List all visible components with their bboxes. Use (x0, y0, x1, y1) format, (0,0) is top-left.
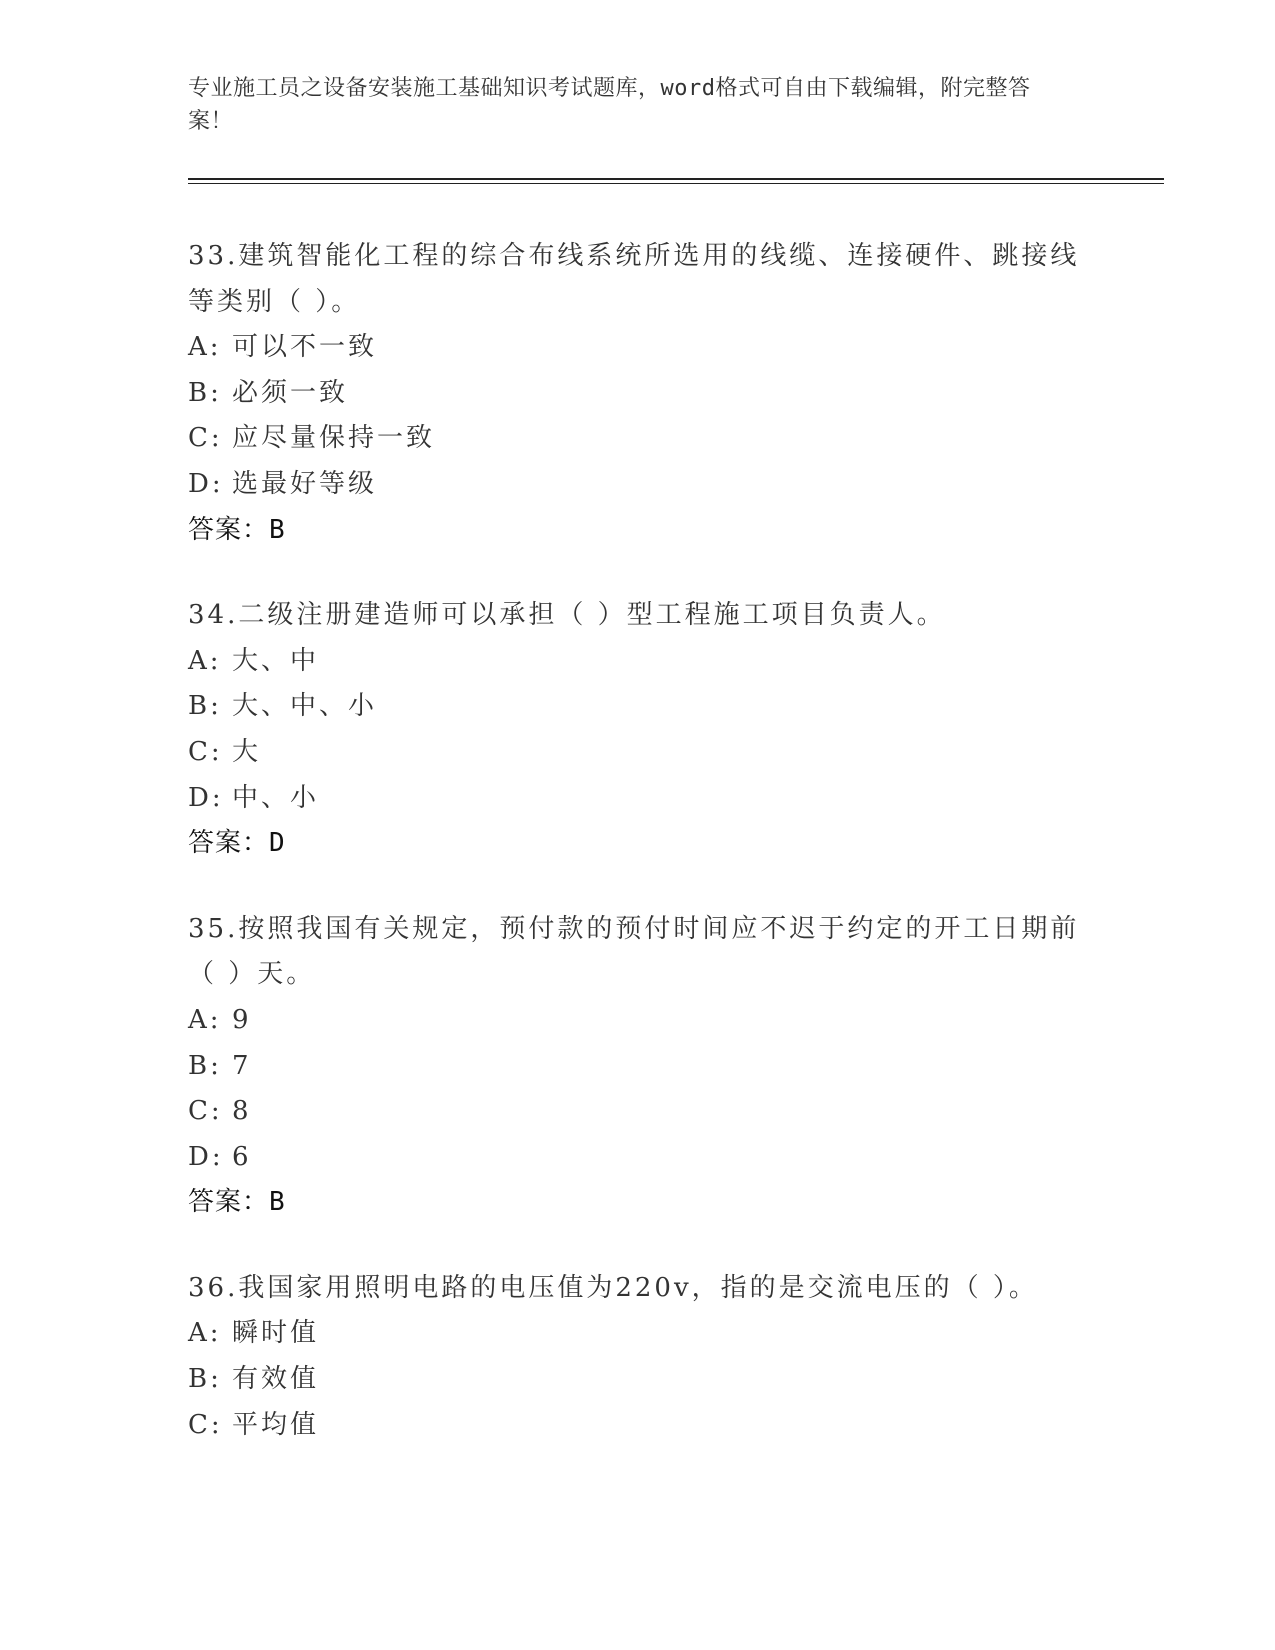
option-text: 6 (232, 1141, 252, 1172)
option-b (188, 684, 1088, 730)
option-text: 大、中 (232, 645, 320, 676)
option-letter: D: (188, 468, 224, 499)
option-text: 7 (232, 1050, 252, 1081)
option-letter: A: (188, 645, 222, 676)
option-text: 中、小 (232, 782, 320, 813)
option-text: 大、中、小 (232, 691, 378, 722)
option-letter: B: (188, 1050, 222, 1081)
answer-line: 答案：D (188, 828, 286, 859)
option-c (188, 1403, 1088, 1449)
option-text: 选最好等级 (232, 468, 378, 499)
question-text: 33.建筑智能化工程的综合布线系统所选用的线缆、连接硬件、跳接线等类别（ ）。 (188, 241, 1080, 317)
option-a (188, 639, 1088, 685)
option-letter: A: (188, 332, 222, 363)
header-divider (188, 178, 1164, 187)
option-letter: D: (188, 1141, 224, 1172)
option-letter: A: (188, 1318, 222, 1349)
option-text: 9 (232, 1004, 252, 1035)
answer-line: 答案：B (188, 514, 286, 545)
divider-line-bottom (188, 183, 1164, 185)
option-text: 大 (232, 736, 262, 767)
option-letter: C: (188, 1409, 223, 1440)
option-text: 有效值 (232, 1364, 320, 1395)
option-c (188, 730, 1088, 776)
answer-line: 答案：B (188, 1187, 286, 1218)
question-text: 34.二级注册建造师可以承担（ ）型工程施工项目负责人。 (188, 600, 946, 631)
option-text: 应尽量保持一致 (232, 423, 436, 454)
option-text: 瞬时值 (232, 1318, 320, 1349)
document-header: 专业施工员之设备安装施工基础知识考试题库，word格式可自由下载编辑，附完整答案！ (188, 76, 1031, 134)
option-b (188, 1044, 1088, 1090)
option-letter: C: (188, 423, 223, 454)
option-text: 必须一致 (232, 377, 349, 408)
option-letter: D: (188, 782, 224, 813)
option-letter: B: (188, 377, 222, 408)
option-letter: C: (188, 736, 223, 767)
question-list (188, 234, 1088, 1488)
option-c (188, 1089, 1088, 1135)
divider-line-top (188, 178, 1164, 180)
option-b (188, 1357, 1088, 1403)
option-b (188, 371, 1088, 417)
option-d (188, 462, 1088, 508)
option-text: 可以不一致 (232, 332, 378, 363)
question-34 (188, 593, 1088, 867)
option-text: 平均值 (232, 1409, 320, 1440)
option-a (188, 998, 1088, 1044)
option-a (188, 325, 1088, 371)
option-c (188, 416, 1088, 462)
option-letter: B: (188, 1364, 222, 1395)
option-letter: B: (188, 691, 222, 722)
question-text: 36.我国家用照明电路的电压值为220v，指的是交流电压的（ ）。 (188, 1272, 1038, 1303)
question-text: 35.按照我国有关规定，预付款的预付时间应不迟于约定的开工日期前（ ）天。 (188, 913, 1080, 990)
option-d (188, 1135, 1088, 1181)
option-d (188, 776, 1088, 822)
option-letter: C: (188, 1096, 223, 1127)
option-text: 8 (232, 1096, 252, 1127)
question-35 (188, 907, 1088, 1226)
question-36 (188, 1266, 1088, 1448)
question-33 (188, 234, 1088, 553)
option-a (188, 1311, 1088, 1357)
option-letter: A: (188, 1004, 222, 1035)
